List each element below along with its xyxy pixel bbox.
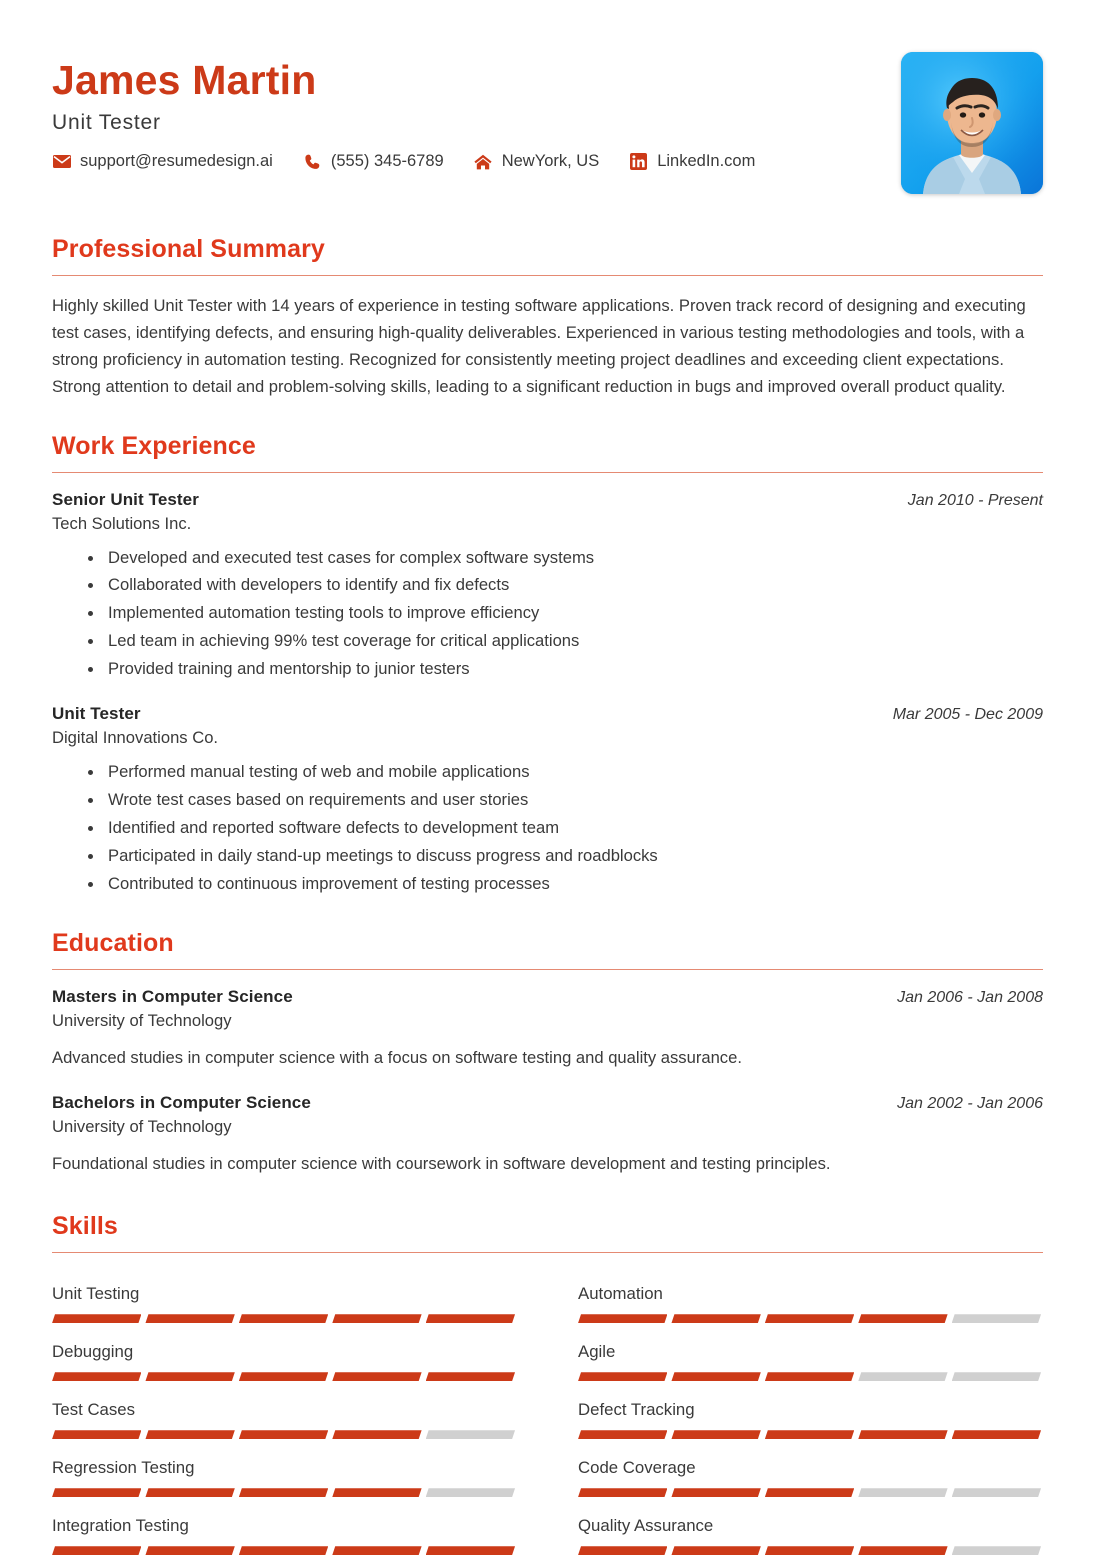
contact-linkedin[interactable] [629,152,755,171]
work-role: Unit Tester [52,703,141,723]
skill-level-segment [332,1488,421,1497]
section-professional-summary [52,234,1043,401]
contact-email[interactable] [52,152,273,171]
skill-level-bar [578,1314,1041,1323]
skill-level-segment [52,1314,141,1323]
skill-level-segment [765,1430,854,1439]
work-entry [52,490,1043,682]
list-item: Developed and executed test cases for complex software systems [88,546,1043,571]
skill-item [52,1444,515,1502]
list-item: Performed manual testing of web and mobile applications [88,760,1043,785]
skill-label: Unit Testing [52,1284,140,1304]
list-item: Led team in achieving 99% test coverage for critical applications [88,629,1043,654]
contact-linkedin-text: LinkedIn.com [657,152,756,171]
home-icon [474,153,493,170]
skill-level-bar [52,1488,515,1497]
contact-email-text: support@resumedesign.ai [80,152,273,171]
skill-level-segment [765,1372,854,1381]
skill-label: Agile [578,1342,616,1362]
skill-item [578,1502,1041,1560]
skill-level-segment [671,1314,760,1323]
contact-location-text: NewYork, US [501,152,600,171]
skill-level-segment [332,1546,421,1555]
education-description: Foundational studies in computer science with coursework in software development and testing principles. [52,1154,831,1174]
work-date: Mar 2005 - Dec 2009 [892,705,1043,723]
skill-label: Automation [578,1284,663,1304]
skill-level-segment [239,1488,328,1497]
skill-label: Defect Tracking [578,1400,695,1420]
work-entry-head [52,704,1043,724]
skill-item [52,1386,515,1444]
section-divider [52,275,1043,276]
education-date: Jan 2006 - Jan 2008 [897,989,1043,1007]
section-skills [52,1211,1043,1560]
skill-level-bar [578,1546,1041,1555]
section-title-skills: Skills [52,1212,118,1241]
education-school: University of Technology [52,1117,232,1137]
skill-level-bar [52,1430,515,1439]
education-description: Advanced studies in computer science with a focus on software testing and quality assurance. [52,1048,742,1068]
phone-icon [303,153,322,170]
education-date: Jan 2002 - Jan 2006 [897,1095,1043,1113]
work-bullets [52,546,1043,682]
skill-label: Code Coverage [578,1458,696,1478]
skill-level-segment [858,1314,947,1323]
section-work-experience [52,431,1043,897]
education-degree: Bachelors in Computer Science [52,1093,311,1113]
education-degree: Masters in Computer Science [52,987,293,1007]
skill-label: Debugging [52,1342,134,1362]
skill-level-segment [952,1546,1041,1555]
list-item: Provided training and mentorship to junior testers [88,657,1043,682]
linkedin-icon [629,153,648,170]
skill-label: Regression Testing [52,1458,195,1478]
skill-item [578,1328,1041,1386]
skill-level-segment [52,1430,141,1439]
skill-level-segment [426,1546,515,1555]
work-company: Digital Innovations Co. [52,727,219,747]
education-entry-head [52,1093,1043,1113]
skill-level-segment [671,1488,760,1497]
skill-level-segment [239,1314,328,1323]
contact-phone-text: (555) 345-6789 [330,152,444,171]
skill-level-segment [952,1372,1041,1381]
section-title-summary: Professional Summary [52,235,325,263]
list-item: Implemented automation testing tools to improve efficiency [88,601,1043,626]
header-identity-block [52,52,901,171]
section-title-work: Work Experience [52,431,256,460]
education-entry-head [52,987,1043,1007]
contact-phone[interactable] [303,152,444,171]
skill-level-segment [332,1314,421,1323]
skill-level-segment [578,1372,667,1381]
skill-level-segment [332,1372,421,1381]
work-entry [52,704,1043,896]
list-item: Contributed to continuous improvement of testing processes [88,872,1043,897]
candidate-name: James Martin [52,57,317,103]
skill-label: Quality Assurance [578,1516,714,1536]
education-entry [52,1093,1043,1177]
skill-level-bar [52,1372,515,1381]
skill-item [52,1502,515,1560]
skill-item [52,1328,515,1386]
skill-level-segment [578,1488,667,1497]
skill-level-segment [239,1430,328,1439]
work-role: Senior Unit Tester [52,489,199,509]
skill-level-segment [52,1546,141,1555]
work-bullets [52,760,1043,896]
list-item: Identified and reported software defects to development team [88,816,1043,841]
skill-level-segment [858,1430,947,1439]
skill-level-segment [765,1488,854,1497]
candidate-job-title: Unit Tester [52,111,161,135]
section-divider [52,472,1043,473]
section-title-education: Education [52,929,174,958]
contact-row [52,152,901,171]
skill-level-bar [578,1430,1041,1439]
skill-level-segment [239,1546,328,1555]
skill-level-segment [671,1546,760,1555]
skill-label: Integration Testing [52,1516,189,1536]
skill-item [578,1386,1041,1444]
work-date: Jan 2010 - Present [907,491,1043,509]
skill-level-segment [578,1314,667,1323]
skill-level-segment [952,1430,1041,1439]
skill-item [578,1270,1041,1328]
skill-level-segment [765,1546,854,1555]
skill-level-segment [858,1372,947,1381]
list-item: Collaborated with developers to identify and fix defects [88,573,1043,598]
contact-location [474,152,600,171]
skill-level-segment [671,1372,760,1381]
skill-level-segment [578,1546,667,1555]
skill-item [578,1444,1041,1502]
skill-level-segment [145,1546,234,1555]
summary-text: Highly skilled Unit Tester with 14 years of experience in testing software applications. Proven track record of designing and executing test cases, identifying defects, and ensuring high-quality deliverables. Experienced in various testing methodologies and tools, with a strong proficiency in automation testing. Recognized for consistently meeting project deadlines and exceeding client expectations. Strong attention to detail and problem-solving skills, leading to a significant reduction in bugs and improved overall product quality. [52,296,1026,396]
skill-level-segment [145,1314,234,1323]
skills-grid [52,1270,1043,1560]
skill-level-segment [52,1372,141,1381]
skill-label: Test Cases [52,1400,136,1420]
skill-level-segment [145,1488,234,1497]
skill-level-segment [239,1372,328,1381]
section-divider [52,1252,1043,1253]
skill-level-segment [426,1430,515,1439]
section-divider [52,969,1043,970]
skill-level-segment [426,1372,515,1381]
envelope-icon [52,153,71,170]
skill-level-segment [765,1314,854,1323]
skill-level-segment [578,1430,667,1439]
work-company: Tech Solutions Inc. [52,513,192,533]
skill-level-segment [426,1488,515,1497]
list-item: Participated in daily stand-up meetings to discuss progress and roadblocks [88,844,1043,869]
skill-level-bar [52,1546,515,1555]
skill-level-segment [858,1546,947,1555]
skill-item [52,1270,515,1328]
work-entry-head [52,490,1043,510]
skill-level-segment [952,1488,1041,1497]
skill-level-segment [426,1314,515,1323]
profile-photo [901,52,1043,194]
section-education [52,928,1043,1177]
list-item: Wrote test cases based on requirements and user stories [88,788,1043,813]
education-entry [52,987,1043,1071]
skill-level-segment [145,1372,234,1381]
skill-level-bar [52,1314,515,1323]
skill-level-segment [145,1430,234,1439]
skill-level-segment [858,1488,947,1497]
skill-level-segment [332,1430,421,1439]
skill-level-bar [578,1488,1041,1497]
skill-level-segment [671,1430,760,1439]
skill-level-segment [952,1314,1041,1323]
skill-level-segment [52,1488,141,1497]
skill-level-bar [578,1372,1041,1381]
education-school: University of Technology [52,1011,232,1031]
resume-header [52,52,1043,220]
